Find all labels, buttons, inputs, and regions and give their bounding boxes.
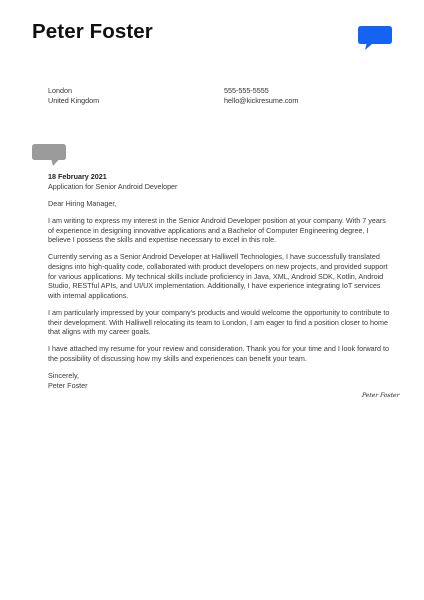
letter-subject: Application for Senior Android Developer [48, 181, 178, 191]
city-text: London [48, 86, 72, 95]
phone-text: 555-555-5555 [224, 86, 269, 95]
speech-bubble-icon [32, 144, 66, 167]
letter-date: 18 February 2021 [48, 172, 107, 181]
applicant-name: Peter Foster [32, 20, 153, 43]
letter-closing-name: Peter Foster [48, 380, 88, 390]
email-link[interactable]: hello@kickresume.com [224, 96, 299, 105]
letter-paragraph: I am writing to express my interest in the Senior Android Developer position at your company. With 7 years of experience in designing innovative applications and a Bachelor of Computer Engineering degree, I believe I possess the skills and expertise necessary to excel in this role. [48, 215, 386, 245]
contact-details [224, 86, 298, 106]
letter-paragraph: Currently serving as a Senior Android Developer at Halliwell Technologies, I have successfully translated designs into high-quality code, collaborated with product developers on new projects, and provided support for various applications. My technical skills include proficiency in Java, XML, Android SDK, Kotlin, Android Studio, RESTful APIs, and UI/UX implementation. Additionally, I have experience integrating IoT services with internal applications. [48, 252, 388, 300]
letter-paragraph: I have attached my resume for your review and consideration. Thank you for your time and I look forward to the possibility of discussing how my skills and experiences can benefit your team. [48, 344, 390, 363]
letter-closing: Sincerely, [48, 371, 80, 381]
letter-paragraph: I am particularly impressed by your company's products and would welcome the opportunity to contribute to their development. With Halliwell relocating its team to London, I am eager to find a position closer to home that aligns with my career goals. [48, 307, 390, 337]
letter-greeting: Dear Hiring Manager, [48, 198, 117, 208]
letter-body [48, 172, 393, 390]
handwritten-signature: Peter Foster [361, 392, 400, 399]
address-block [48, 86, 99, 106]
speech-bubble-icon [358, 26, 392, 51]
country-text: United Kingdom [48, 96, 100, 105]
